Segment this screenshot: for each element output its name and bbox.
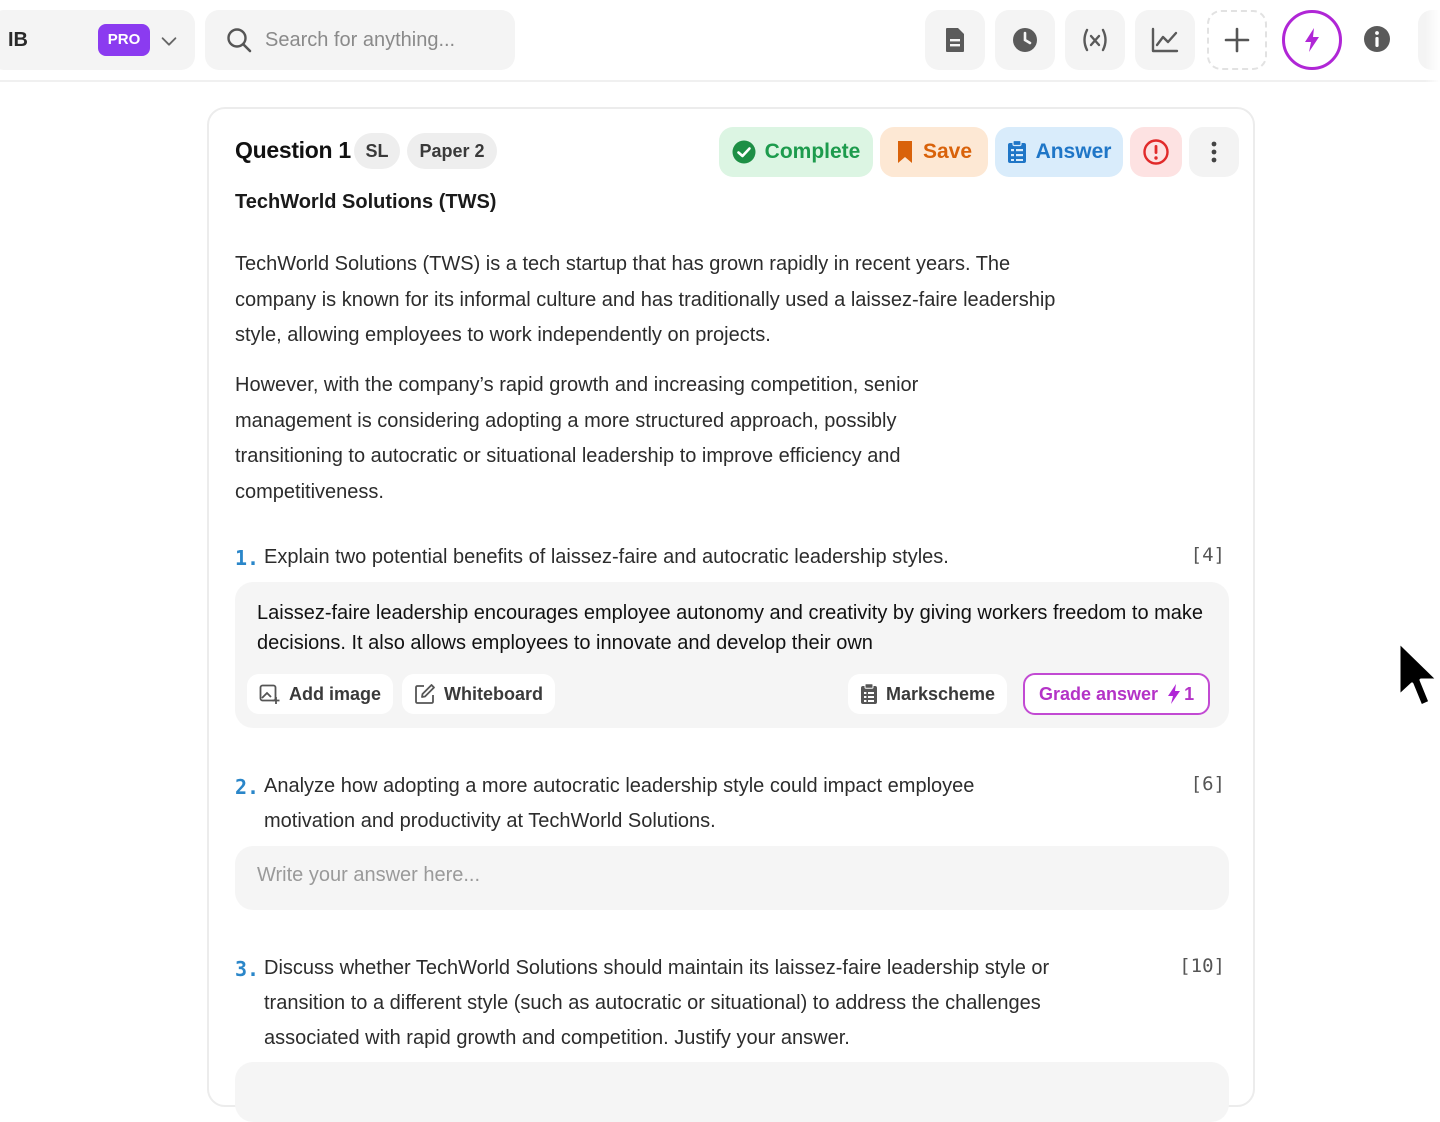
case-paragraph-2: However, with the company’s rapid growth and increasing competition, senior management is considering adopting a more structured approach, possibly transitioning to autocratic or situational leadership to improve efficiency and competitiveness. <box>235 374 919 503</box>
part-number: 3. <box>235 957 260 981</box>
clipboard-list-icon <box>860 683 878 705</box>
answer-text[interactable]: Laissez-faire leadership encourages employee autonomy and creativity by giving workers freedom to make decisions. It also allows employees to innovate and develop their own <box>257 602 1204 654</box>
history-button[interactable] <box>995 10 1055 70</box>
answer-editor[interactable] <box>235 582 1229 728</box>
plus-icon <box>1223 26 1251 54</box>
part-number: 1. <box>235 546 260 570</box>
chart-button[interactable] <box>1135 10 1195 70</box>
search-icon <box>225 26 253 54</box>
grade-answer-button[interactable] <box>1023 673 1210 715</box>
variable-icon <box>1080 27 1110 53</box>
chart-icon <box>1150 26 1180 54</box>
info-icon <box>1363 25 1391 53</box>
more-vertical-icon <box>1210 140 1218 164</box>
course-selector[interactable] <box>0 10 195 70</box>
ai-assist-button[interactable] <box>1282 10 1342 70</box>
clock-icon <box>1011 26 1039 54</box>
document-button[interactable] <box>925 10 985 70</box>
case-paragraph-1: TechWorld Solutions (TWS) is a tech startup that has grown rapidly in recent years. The company is known for its informal culture and has traditionally used a laissez-faire leadership style, allowing employees to work independently on projects. <box>235 253 1056 346</box>
part-question: Explain two potential benefits of laissez-faire and autocratic leadership styles. <box>264 546 949 568</box>
markscheme-button[interactable] <box>848 674 1007 714</box>
question-card <box>207 107 1255 1107</box>
check-circle-icon <box>732 140 756 164</box>
complete-label: Complete <box>764 140 861 163</box>
edit-icon <box>414 683 436 705</box>
answer-label: Answer <box>1035 140 1112 163</box>
search-bar[interactable] <box>205 10 515 70</box>
part-question: Analyze how adopting a more autocratic leadership style could impact employee motivation and productivity at TechWorld Solutions. <box>264 775 975 832</box>
formula-button[interactable] <box>1065 10 1125 70</box>
add-image-button[interactable] <box>247 674 393 714</box>
whiteboard-button[interactable] <box>402 674 555 714</box>
part-marks: [10] <box>1179 955 1225 977</box>
answer-input[interactable] <box>235 846 1229 910</box>
grade-answer-label: Grade answer <box>1039 683 1159 704</box>
toolbar-edge-fade <box>1425 0 1440 82</box>
report-button[interactable] <box>1130 127 1182 177</box>
info-button[interactable] <box>1362 24 1392 54</box>
save-label: Save <box>922 140 973 163</box>
part-question: Discuss whether TechWorld Solutions should maintain its laissez-faire leadership style or transition to a different style (such as autocratic or situational) to address the challenges associated with rapid growth and competition. Justify your answer. <box>264 957 1050 1049</box>
answer-button[interactable] <box>995 127 1123 177</box>
clipboard-icon <box>1007 140 1027 164</box>
chevron-down-icon[interactable] <box>158 30 180 52</box>
course-name: IB <box>8 29 28 51</box>
complete-button[interactable] <box>719 127 873 177</box>
grade-credit-count: 1 <box>1184 683 1195 704</box>
pro-badge: PRO <box>98 24 150 56</box>
top-bar <box>0 0 1440 82</box>
document-icon <box>943 26 967 54</box>
alert-circle-icon <box>1143 139 1169 165</box>
mouse-cursor-icon <box>1396 640 1440 710</box>
add-image-label: Add image <box>289 683 382 704</box>
bookmark-icon <box>896 140 914 164</box>
add-button[interactable] <box>1207 10 1267 70</box>
lightning-icon <box>1166 683 1182 705</box>
answer-input[interactable] <box>235 1062 1229 1122</box>
case-study-title: TechWorld Solutions (TWS) <box>235 191 497 213</box>
markscheme-label: Markscheme <box>886 683 996 704</box>
part-number: 2. <box>235 775 260 799</box>
whiteboard-label: Whiteboard <box>444 683 543 704</box>
part-marks: [4] <box>1190 544 1225 566</box>
save-button[interactable] <box>880 127 988 177</box>
question-title: Question 1 <box>235 137 351 163</box>
part-marks: [6] <box>1190 773 1225 795</box>
paper-tag: Paper 2 <box>407 133 497 169</box>
image-add-icon <box>259 683 281 705</box>
level-tag: SL <box>354 133 400 169</box>
more-options-button[interactable] <box>1189 127 1239 177</box>
lightning-icon <box>1302 27 1322 53</box>
answer-placeholder: Write your answer here... <box>257 864 481 886</box>
search-input[interactable] <box>265 22 500 58</box>
